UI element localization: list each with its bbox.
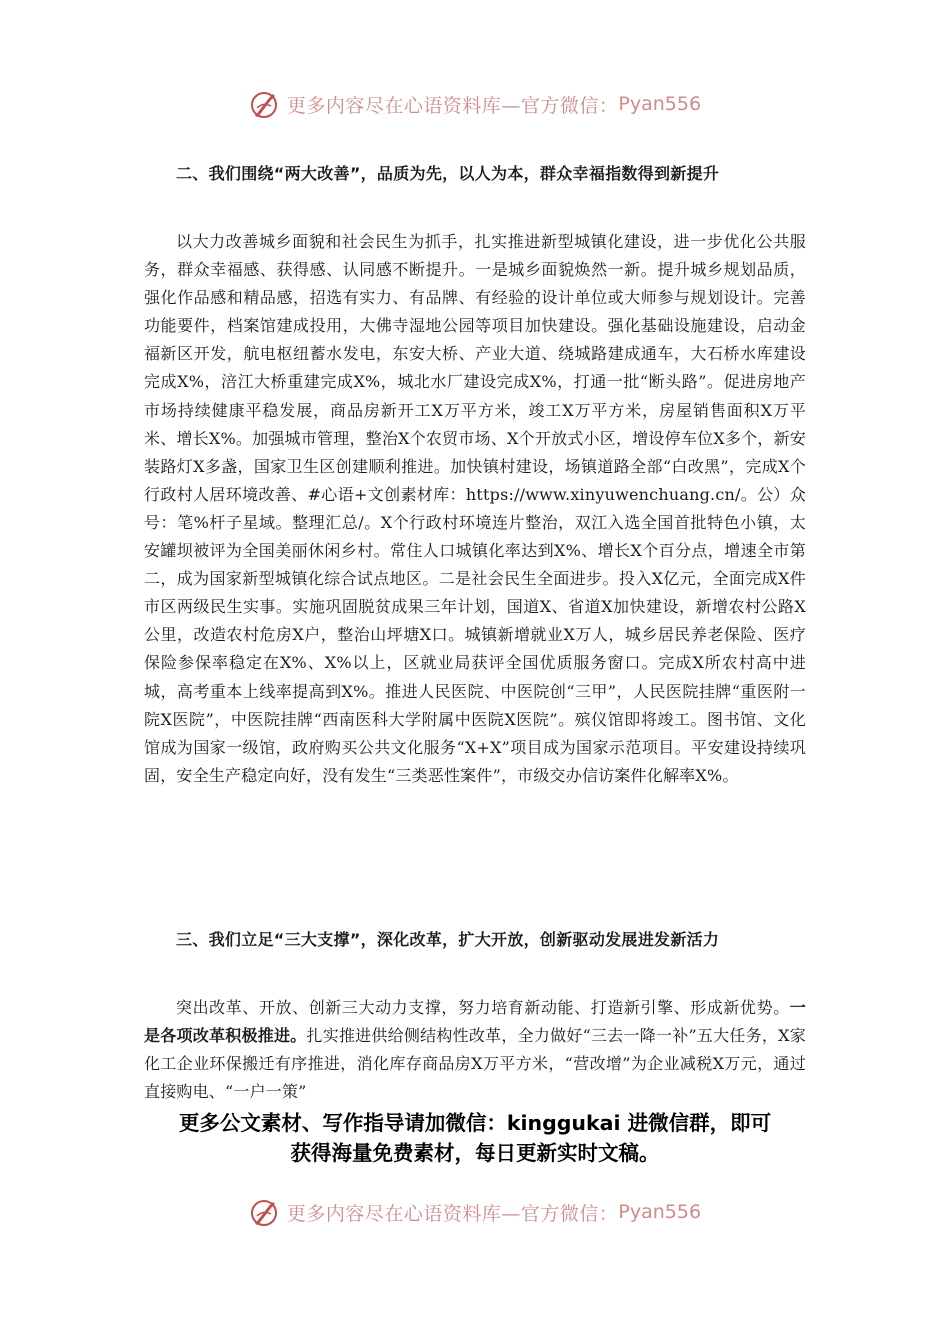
promo-line-1: 更多公文素材、写作指导请加微信：kinggukai 进微信群，即可 (178, 1111, 772, 1135)
section-3-body (144, 994, 806, 1106)
section-3 (144, 926, 806, 954)
section-2-body-wrap (144, 228, 806, 790)
section-2-body: 以大力改善城乡面貌和社会民生为抓手，扎实推进新型城镇化建设，进一步优化公共服务，群众幸福感、获得感、认同感不断提升。一是城乡面貌焕然一新。提升城乡规划品质，强化作品感和精品感，招选有实力、有品牌、有经验的设计单位或大师参与规划设计。完善功能要件，档案馆建成投用，大佛寺湿地公园等项目加快建设。强化基础设施建设，启动金福新区开发，航电枢纽蓄水发电，东安大桥、产业大道、绕城路建成通车，大石桥水库建设完成X%，涪江大桥重建完成X%，城北水厂建设完成X%，打通一批“断头路”。促进房地产市场持续健康平稳发展，商品房新开工X万平方米，竣工X万平方米，房屋销售面积X万平米、增长X%。加强城市管理，整治X个农贸市场、X个开放式小区，增设停车位X多个，新安装路灯X多盏，国家卫生区创建顺利推进。加快镇村建设，场镇道路全部“白改黑”，完成X个行政村人居环境改善、#心语+文创素材库：https://www.xinyuwenchuang.cn/。公）众号：笔%杆子星域。整理汇总/。X个行政村环境连片整治，双江入选全国首批特色小镇，太安罐坝被评为全国美丽休闲乡村。常住人口城镇化率达到X%、增长X个百分点，增速全市第二，成为国家新型城镇化综合试点地区。二是社会民生全面进步。投入X亿元，全面完成X件市区两级民生实事。实施巩固脱贫成果三年计划，国道X、省道X加快建设，新增农村公路X公里，改造农村危房X户，整治山坪塘X口。城镇新增就业X万人，城乡居民养老保险、医疗保险参保率稳定在X%、X%以上，区就业局获评全国优质服务窗口。完成X所农村高中进城，高考重本上线率提高到X%。推进人民医院、中医院创“三甲”，人民医院挂牌“重医附一院X医院”，中医院挂牌“西南医科大学附属中医院X医院”。殡仪馆即将竣工。图书馆、文化馆成为国家一级馆，政府购买公共文化服务“X+X”项目成为国家示范项目。平安建设持续巩固，安全生产稳定向好，没有发生“三类恶性案件”，市级交办信访案件化解率X%。 (144, 232, 806, 785)
footer-banner (0, 1192, 950, 1232)
pen-logo-icon (249, 1196, 281, 1228)
section-3-heading: 三、我们立足“三大支撑”，深化改革，扩大开放，创新驱动发展进发新活力 (176, 930, 720, 949)
banner-text: 更多内容尽在心语资料库—官方微信： (286, 1202, 619, 1225)
promo-notice (90, 1108, 860, 1168)
pen-logo-icon (249, 88, 281, 120)
banner-wechat-id: Pyan556 (618, 93, 702, 115)
section-3-rest: 扎实推进供给侧结构性改革，全力做好“三去一降一补”五大任务，X家化工企业环保搬迁有序推进，消化库存商品房X万平方米，“营改增”为企业减税X万元，通过直接购电、“一户一策” (144, 1026, 806, 1102)
section-3-bold-lead: 一是各项改革积极推进。 (144, 998, 806, 1046)
section-3-body-wrap (144, 994, 806, 1106)
banner-text: 更多内容尽在心语资料库—官方微信： (286, 94, 619, 117)
promo-line-2: 获得海量免费素材，每日更新实时文稿。 (290, 1141, 660, 1165)
banner-wechat-id: Pyan556 (618, 1201, 702, 1223)
section-3-intro: 突出改革、开放、创新三大动力支撑，努力培育新动能、打造新引擎、形成新优势。 (176, 998, 790, 1017)
section-2-heading: 二、我们围绕“两大改善”，品质为先，以人为本，群众幸福指数得到新提升 (176, 164, 720, 183)
section-2 (144, 160, 806, 188)
header-banner (0, 84, 950, 124)
